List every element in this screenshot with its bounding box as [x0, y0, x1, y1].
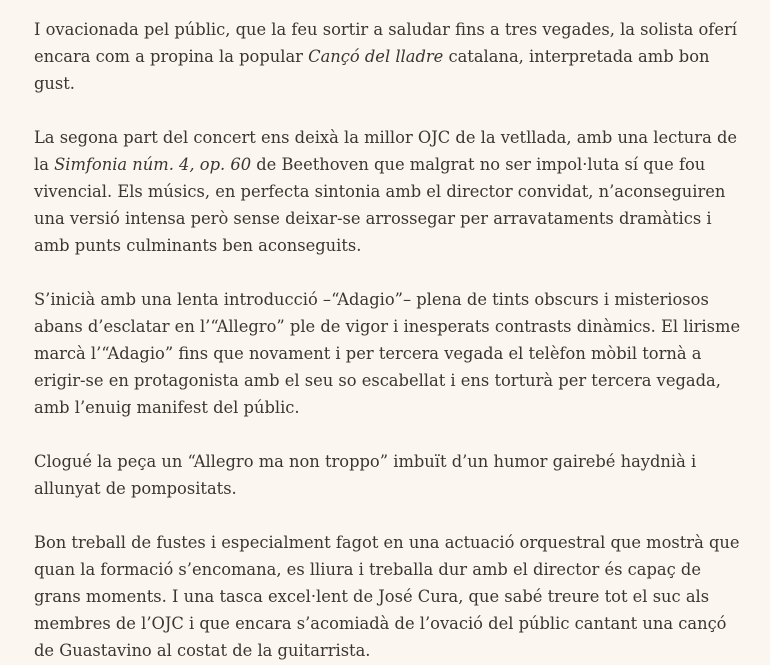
work-title-canco-del-lladre: Cançó del lladre	[308, 47, 444, 66]
paragraph-2-text-b: de Beethoven que malgrat no ser impol·luta sí que fou vivencial. Els músics, en perfecta sintonia amb el director convidat, n’aconseguiren una versió intensa però sense deixar-se arrossegar per arravataments dramàtics i amb punts culminants ben aconseguits.	[34, 155, 726, 255]
paragraph-1	[34, 16, 750, 97]
paragraph-2	[34, 124, 750, 259]
paragraph-3: S’inicià amb una lenta introducció –“Adagio”– plena de tints obscurs i misteriosos abans d’esclatar en l’“Allegro” ple de vigor i inesperats contrasts dinàmics. El lirisme marcà l’“Adagio” fins que novament i per tercera vegada el telèfon mòbil tornà a erigir-se en protagonista amb el seu so escabellat i ens torturà per tercera vegada, amb l’enuig manifest del públic.	[34, 290, 741, 417]
work-title-simfonia-4: Simfonia núm. 4, op. 60	[54, 155, 252, 174]
paragraph-4: Clogué la peça un “Allegro ma non troppo” imbuït d’un humor gairebé haydnià i allunyat de pompositats.	[34, 452, 697, 498]
paragraph-2-text-a: La segona part del concert ens deixà la millor OJC de la vetllada, amb una lectura de la	[34, 128, 738, 174]
paragraph-5: Bon treball de fustes i especialment fagot en una actuació orquestral que mostrà que quan la formació s’encomana, es lliura i treballa dur amb el director és capaç de grans moments. I una tasca excel·lent de José Cura, que sabé treure tot el suc als membres de l’OJC i que encara s’acomiadà de l’ovació del públic cantant una cançó de Guastavino al costat de la guitarrista.	[34, 533, 740, 660]
paragraph-1-text-b: catalana, interpretada amb bon gust.	[34, 47, 710, 93]
paragraph-1-text-a: I ovacionada pel públic, que la feu sortir a saludar fins a tres vegades, la solista oferí encara com a propina la popular	[34, 20, 737, 66]
